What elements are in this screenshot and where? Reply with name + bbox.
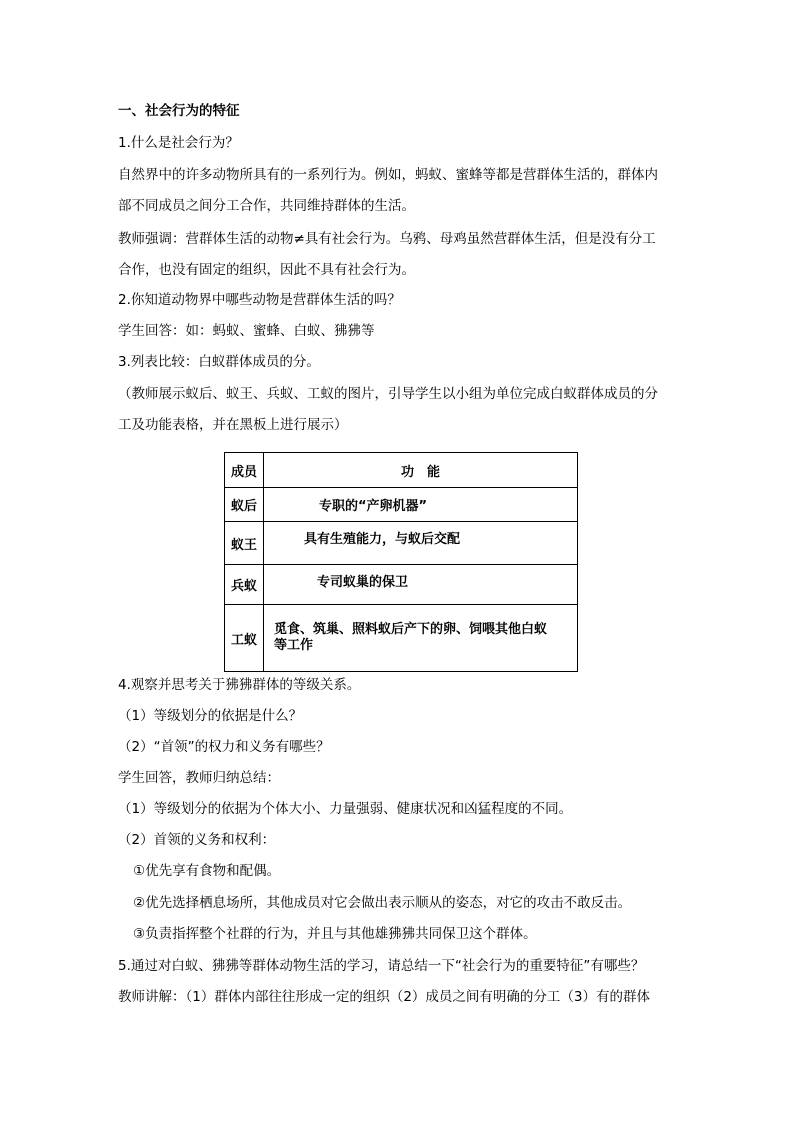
function-cell: 专职的“产卵机器” [264, 488, 578, 522]
function-line-2: 等工作 [274, 638, 314, 653]
table-header-row [225, 453, 578, 488]
question-2: 2.你知道动物界中哪些动物是营群体生活的吗？ [118, 292, 401, 308]
summary-2-c: ③负责指挥整个社群的行为，并且与其他雄狒狒共同保卫这个群体。 [133, 926, 537, 942]
member-cell: 蚁后 [225, 488, 264, 522]
summary-2-a: ①优先享有食物和配偶。 [133, 863, 281, 879]
answer-2: 学生回答：如：蚂蚁、蜜蜂、白蚁、狒狒等 [118, 323, 375, 339]
paragraph-1-line-1: 自然界中的许多动物所具有的一系列行为。例如，蚂蚁、蜜蜂等都是营群体生活的，群体内 [118, 167, 658, 183]
termite-members-table [224, 452, 578, 672]
table-row [225, 605, 578, 672]
question-4-1: （1）等级划分的依据是什么？ [118, 708, 303, 724]
paragraph-2-line-2: 合作，也没有固定的组织，因此不具有社会行为。 [118, 262, 415, 278]
paragraph-3-line-2: 工及功能表格，并在黑板上进行展示） [118, 417, 348, 433]
summary-1: （1）等级划分的依据为个体大小、力量强弱、健康状况和凶猛程度的不同。 [118, 801, 573, 817]
question-4-2: （2）“首领”的权力和义务有哪些？ [118, 739, 330, 755]
function-line-1: 觅食、筑巢、照料蚁后产下的卵、饲喂其他白蚁 [274, 622, 548, 637]
question-4: 4.观察并思考关于狒狒群体的等级关系。 [118, 677, 361, 693]
question-1: 1.什么是社会行为？ [118, 135, 239, 151]
summary-2-b: ②优先选择栖息场所，其他成员对它会做出表示顺从的姿态，对它的攻击不敢反击。 [133, 895, 632, 911]
member-cell: 工蚁 [225, 605, 264, 672]
table-row [225, 565, 578, 605]
section-heading: 一、社会行为的特征 [118, 103, 240, 119]
table-row [225, 522, 578, 565]
question-3: 3.列表比较：白蚁群体成员的分。 [118, 354, 320, 370]
header-member: 成员 [225, 453, 264, 488]
paragraph-2-line-1: 教师强调：营群体生活的动物≠具有社会行为。乌鸦、母鸡虽然营群体生活，但是没有分工 [118, 231, 656, 247]
paragraph-3-line-1: （教师展示蚁后、蚁王、兵蚁、工蚁的图片，引导学生以小组为单位完成白蚁群体成员的分 [118, 386, 658, 402]
teacher-explanation: 教师讲解：（1）群体内部往往形成一定的组织（2）成员之间有明确的分工（3）有的群体 [118, 989, 651, 1005]
function-cell: 专司蚁巢的保卫 [264, 565, 578, 605]
member-cell: 兵蚁 [225, 565, 264, 605]
function-cell: 具有生殖能力，与蚁后交配 [264, 522, 578, 565]
function-cell [264, 605, 578, 672]
question-5: 5.通过对白蚁、狒狒等群体动物生活的学习，请总结一下“社会行为的重要特征”有哪些？ [118, 958, 645, 974]
summary-intro: 学生回答，教师归纳总结： [118, 770, 280, 786]
summary-2: （2）首领的义务和权利： [118, 832, 276, 848]
paragraph-1-line-2: 部不同成员之间分工合作，共同维持群体的生活。 [118, 198, 415, 214]
header-function: 功 能 [264, 453, 578, 488]
table-row [225, 488, 578, 522]
member-cell: 蚁王 [225, 522, 264, 565]
